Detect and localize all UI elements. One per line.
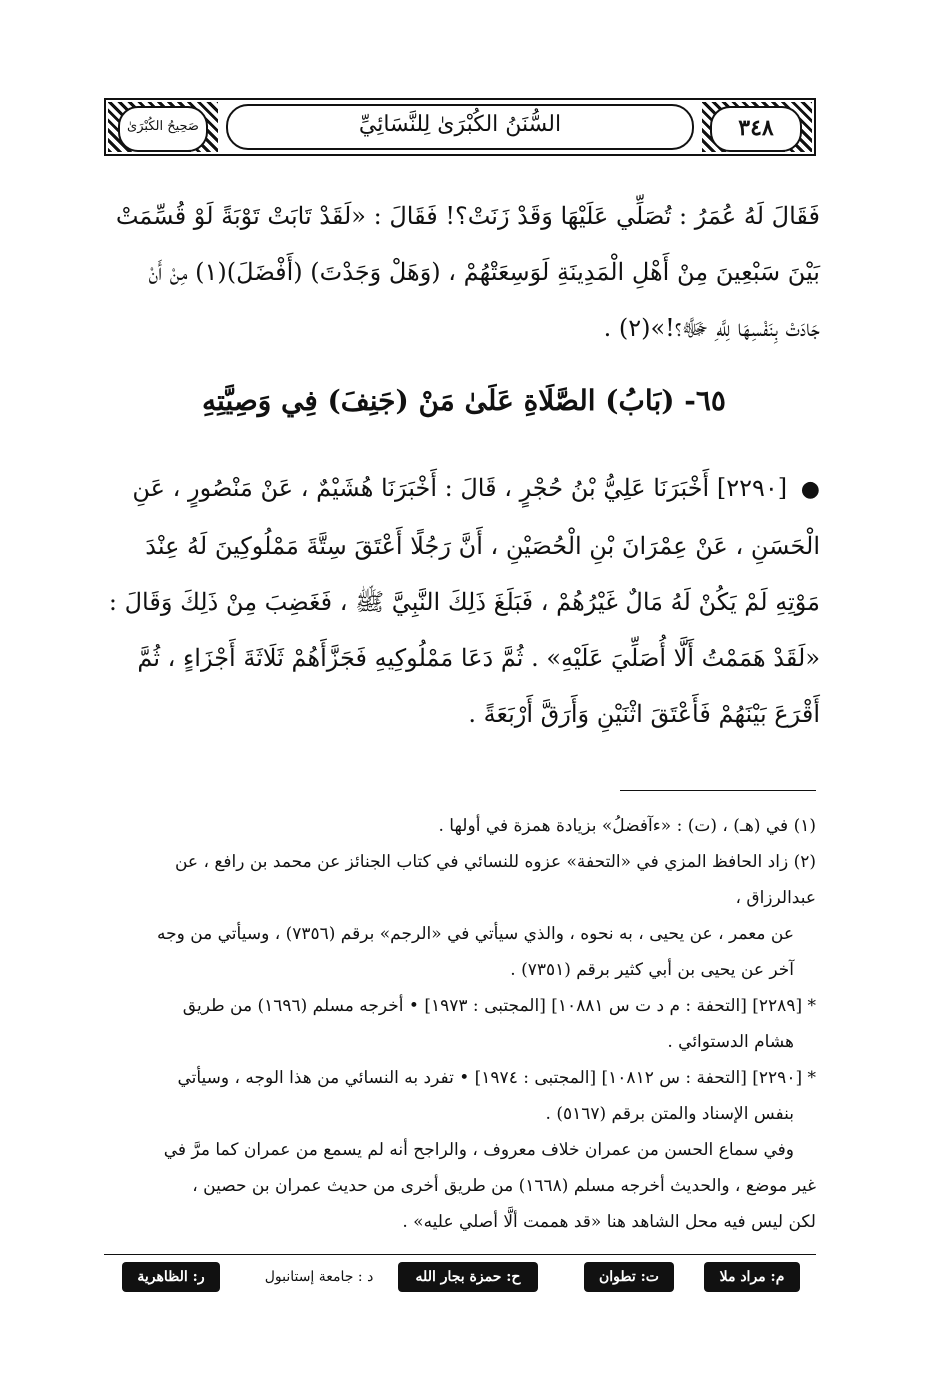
footer-divider xyxy=(104,1254,816,1255)
book-seal: صَحِيحُ الكُبْرَىٰ xyxy=(118,106,208,152)
book-title: السُّنَنُ الكُبْرَىٰ لِلنَّسَائِيِّ xyxy=(358,112,562,137)
footnote-2-line-2: عن معمر ، عن يحيى ، به نحوه ، والذي سيأتي في «الرجم» برقم (٧٣٥٦) ، وسيأتي من وجه xyxy=(156,924,794,944)
siglum-zahiriyya: ر: الظاهرية xyxy=(122,1262,220,1292)
footnote-2-line-1: (٢) زاد الحافظ المزي في «التحفة» عزوه للنسائي في كتاب الجنائز عن محمد بن رافع ، عن عبدالرزاق ، xyxy=(174,852,816,908)
hadith-2290-text: [٢٢٩٠] أَخْبَرَنَا عَلِيُّ بْنُ حُجْرٍ ، قَالَ : أَخْبَرَنَا هُشَيْمٌ ، عَنْ مَنْصُورٍ ، عَنِ الْحَسَنِ ، عَنْ عِمْرَانَ بْنِ الْحُصَيْنِ ، أَنَّ رَجُلًا أَعْتَقَ سِتَّةَ مَمْلُوكِينَ لَهُ عِنْدَ مَوْتِهِ لَمْ يَكُنْ لَهُ مَالٌ غَيْرُهُمْ ، فَبَلَغَ ذَلِكَ النَّبِيَّ ﷺ ، فَغَضِبَ مِنْ ذَلِكَ وَقَالَ : «لَقَدْ هَمَمْتُ أَلَّا أُصَلِّيَ عَلَيْهِ» . ثُمَّ دَعَا مَمْلُوكِيهِ فَجَزَّأَهُمْ ثَلَاثَةَ أَجْزَاءٍ ، ثُمَّ أَقْرَعَ بَيْنَهُمْ فَأَعْتَقَ اثْنَيْنِ وَأَرَقَّ أَرْبَعَةً . xyxy=(108,474,820,728)
note-2290-line-3: وفي سماع الحسن من عمران خلاف معروف ، والراجح أنه لم يسمع من عمران كما مرَّ في xyxy=(163,1140,794,1160)
siglum-hamza: ح: حمزة بجار الله xyxy=(398,1262,538,1292)
footnote-2-line-3: آخر عن يحيى بن أبي كثير برقم (٧٣٥١) . xyxy=(510,960,794,980)
note-2290-line-4: غير موضع ، والحديث أخرجه مسلم (١٦٦٨) من طريق أخرى من حديث عمران بن حصين ، xyxy=(192,1176,816,1196)
footnote-1: (١) في (هـ) ، (ت) : «ءآفضلُ» بزيادة همزة في أولها . xyxy=(438,816,816,836)
note-2290-line-2: بنفس الإسناد والمتن برقم (٥١٦٧) . xyxy=(545,1104,794,1124)
siglum-istanbul: د : جامعة إستانبول xyxy=(264,1269,374,1285)
note-2289-line-1: * [٢٢٨٩] [التحفة : م د ت س ١٠٨٨١] [المجتبى : ١٩٧٣] • أخرجه مسلم (١٦٩٦) من طريق xyxy=(182,996,816,1016)
page-number: ٣٤٨ xyxy=(710,106,802,152)
section-title: ٦٥- (بَابُ) الصَّلَاةِ عَلَىٰ مَنْ (جَنِفَ) فِي وَصِيَّتِهِ xyxy=(202,384,726,417)
footnote-divider xyxy=(620,790,816,791)
note-2290-line-1: * [٢٢٩٠] [التحفة : س ١٠٨١٢] [المجتبى : ١٩٧٤] • تفرد به النسائي من هذا الوجه ، وسيأتي xyxy=(177,1068,816,1088)
note-2290-line-5: لكن ليس فيه محل الشاهد هنا «قد هممت ألَّا أصلي عليه» . xyxy=(402,1212,816,1232)
hadith-2290 xyxy=(108,460,820,742)
hadith-continuation: فَقَالَ لَهُ عُمَرُ : تُصَلِّي عَلَيْهَا وَقَدْ زَنَتْ؟! فَقَالَ : «لَقَدْ تَابَتْ تَوْبَةً لَوْ قُسِّمَتْ بَيْنَ سَبْعِينَ مِنْ أَهْلِ الْمَدِينَةِ لَوَسِعَتْهُمْ ، (وَهَلْ وَجَدْتَ) (أَفْضَلَ)(١) مِنْ أَنْ جَادَتْ بِنَفْسِهَا لِلَّهِ ﷻ؟!»(٢) . xyxy=(115,202,820,342)
note-2289-line-2: هشام الدستوائي . xyxy=(667,1032,794,1052)
manuscript-sigla xyxy=(104,1262,816,1296)
siglum-murad-molla: م: مراد ملا xyxy=(704,1262,800,1292)
footnotes xyxy=(104,808,816,1240)
siglum-tetouan: ت: تطوان xyxy=(584,1262,674,1292)
bullet-icon: ● xyxy=(800,477,820,502)
page-header xyxy=(104,98,816,156)
